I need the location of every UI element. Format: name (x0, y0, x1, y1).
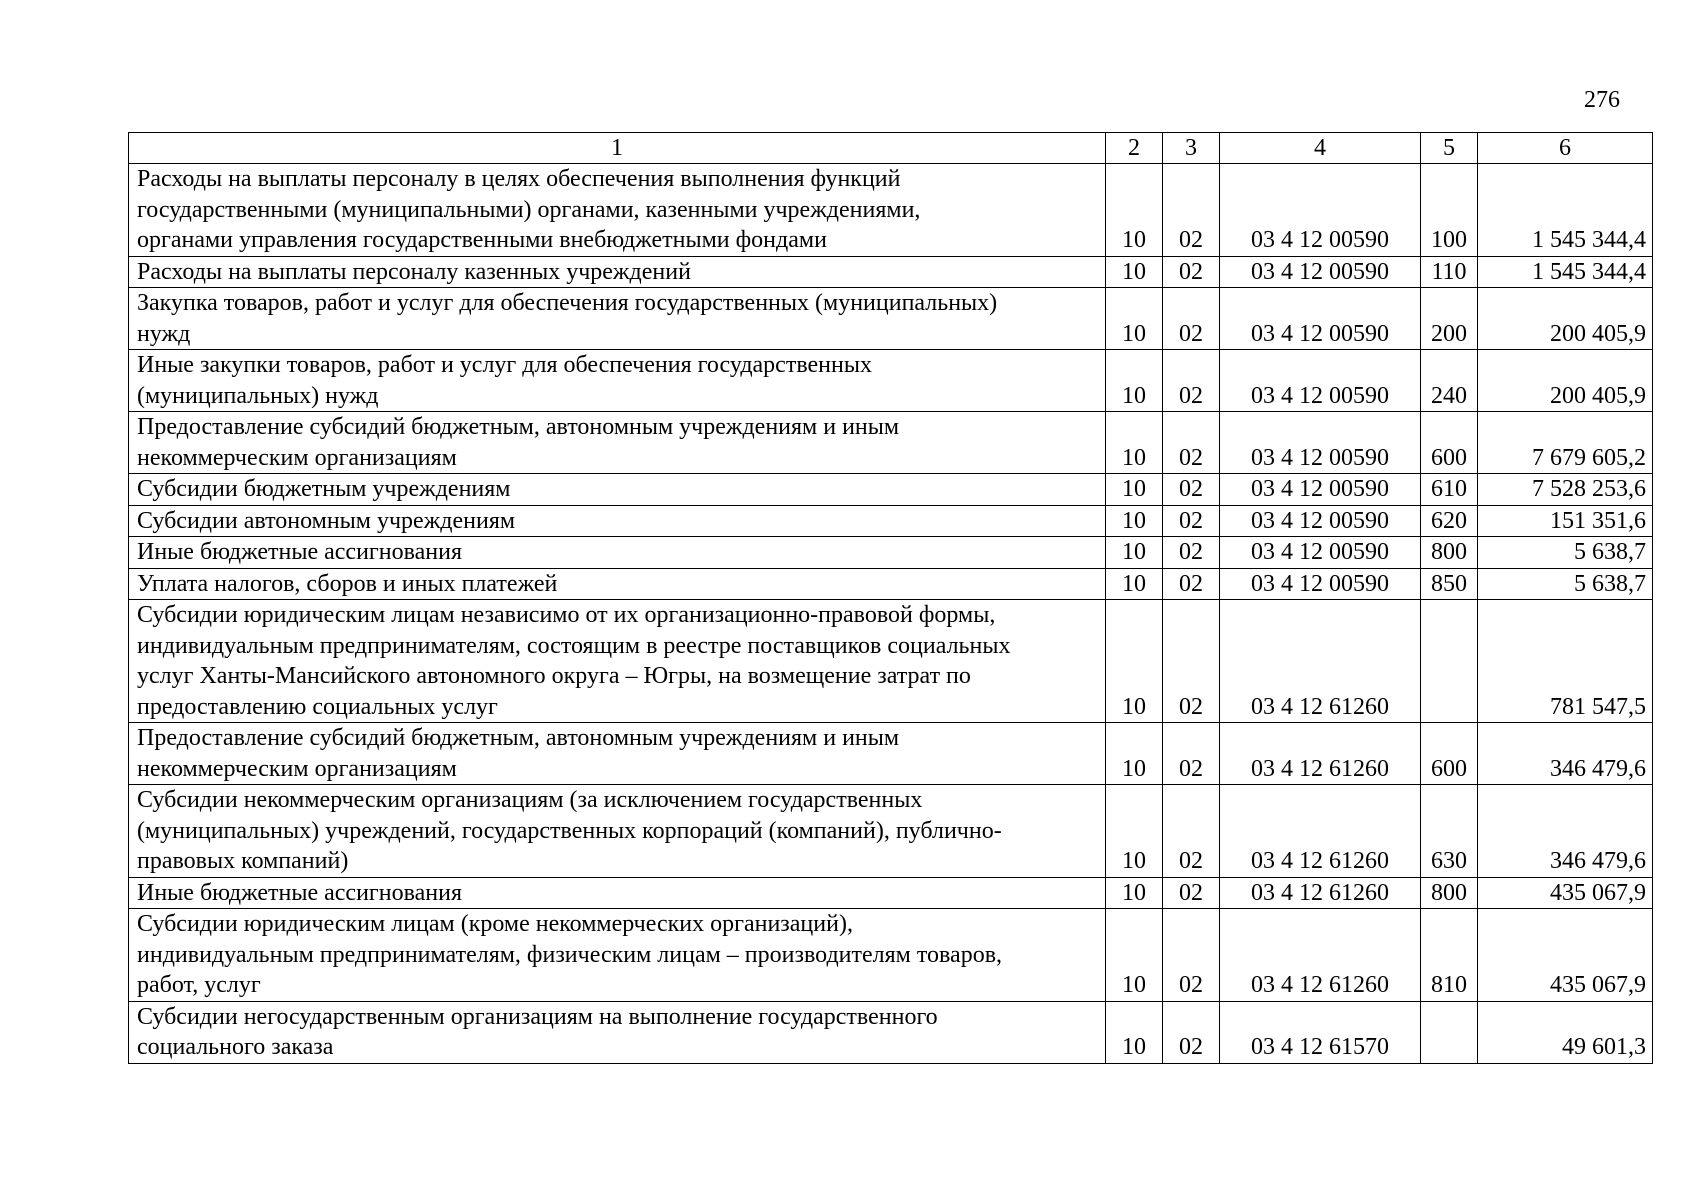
row-name-line: Субсидии бюджетным учреждениям (137, 476, 511, 502)
row-name-cell (129, 256, 1106, 288)
row-amount-cell: 200 405,9 (1478, 288, 1653, 350)
table-row (129, 412, 1653, 474)
row-vr-cell: 600 (1421, 723, 1478, 785)
row-rz-cell: 10 (1106, 256, 1163, 288)
row-name-line: нужд (137, 320, 191, 347)
row-vr-cell: 800 (1421, 537, 1478, 569)
row-amount-cell: 5 638,7 (1478, 537, 1653, 569)
row-name-line: правовых компаний) (137, 848, 349, 874)
row-name-line: Уплата налогов, сборов и иных платежей (137, 570, 558, 597)
row-csr-cell: 03 4 12 61260 (1220, 785, 1421, 878)
row-name-cell (129, 350, 1106, 412)
row-name-line: услуг Ханты-Мансийского автономного округа – Югры, на возмещение затрат по (137, 663, 971, 689)
table-row (129, 474, 1653, 506)
table-row (129, 1001, 1653, 1063)
row-csr-cell: 03 4 12 00590 (1220, 505, 1421, 537)
row-pr-cell: 02 (1163, 288, 1220, 350)
row-name-line: органами управления государственными внебюджетными фондами (137, 227, 827, 253)
table-row (129, 568, 1653, 600)
row-amount-cell: 7 528 253,6 (1478, 474, 1653, 506)
row-csr-cell: 03 4 12 61260 (1220, 723, 1421, 785)
table-row (129, 877, 1653, 909)
row-vr-cell: 240 (1421, 350, 1478, 412)
row-pr-cell: 02 (1163, 600, 1220, 723)
row-pr-cell: 02 (1163, 537, 1220, 569)
column-header-4: 4 (1220, 133, 1421, 164)
row-name-cell (129, 723, 1106, 785)
row-csr-cell: 03 4 12 61570 (1220, 1001, 1421, 1063)
row-name-line: предоставлению социальных услуг (137, 693, 498, 720)
row-rz-cell: 10 (1106, 537, 1163, 569)
row-name-cell (129, 537, 1106, 569)
table-row (129, 537, 1653, 569)
row-rz-cell: 10 (1106, 288, 1163, 350)
row-vr-cell: 850 (1421, 568, 1478, 600)
row-csr-cell: 03 4 12 61260 (1220, 877, 1421, 909)
row-csr-cell: 03 4 12 61260 (1220, 909, 1421, 1002)
row-name-line: Субсидии негосударственным организациям на выполнение государственного (137, 1003, 938, 1030)
row-rz-cell: 10 (1106, 505, 1163, 537)
row-pr-cell: 02 (1163, 909, 1220, 1002)
row-vr-cell: 600 (1421, 412, 1478, 474)
row-vr-cell (1421, 600, 1478, 723)
row-rz-cell: 10 (1106, 568, 1163, 600)
row-rz-cell: 10 (1106, 474, 1163, 506)
row-name-line: некоммерческим организациям (137, 444, 457, 471)
row-csr-cell: 03 4 12 61260 (1220, 600, 1421, 723)
row-rz-cell: 10 (1106, 350, 1163, 412)
row-name-cell (129, 600, 1106, 723)
row-pr-cell: 02 (1163, 505, 1220, 537)
row-vr-cell: 620 (1421, 505, 1478, 537)
row-name-cell (129, 909, 1106, 1002)
row-csr-cell: 03 4 12 00590 (1220, 288, 1421, 350)
row-name-line: Закупка товаров, работ и услуг для обеспечения государственных (муниципальных) (137, 290, 998, 316)
row-pr-cell: 02 (1163, 568, 1220, 600)
row-csr-cell: 03 4 12 00590 (1220, 164, 1421, 257)
table-row (129, 256, 1653, 288)
row-name-line: (муниципальных) нужд (137, 382, 379, 409)
row-vr-cell: 200 (1421, 288, 1478, 350)
row-name-line: (муниципальных) учреждений, государственных корпораций (компаний), публично- (137, 817, 1002, 844)
table-row (129, 785, 1653, 878)
row-rz-cell: 10 (1106, 877, 1163, 909)
row-rz-cell: 10 (1106, 785, 1163, 878)
row-vr-cell: 810 (1421, 909, 1478, 1002)
row-rz-cell: 10 (1106, 909, 1163, 1002)
row-name-line: Иные закупки товаров, работ и услуг для обеспечения государственных (137, 352, 872, 378)
page-number: 276 (1584, 87, 1620, 113)
row-vr-cell: 630 (1421, 785, 1478, 878)
row-amount-cell: 346 479,6 (1478, 785, 1653, 878)
row-rz-cell: 10 (1106, 164, 1163, 257)
row-name-line: государственными (муниципальными) органами, казенными учреждениями, (137, 196, 921, 223)
row-name-line: Предоставление субсидий бюджетным, автономным учреждениям и иным (137, 725, 900, 751)
row-csr-cell: 03 4 12 00590 (1220, 568, 1421, 600)
row-pr-cell: 02 (1163, 877, 1220, 909)
row-rz-cell: 10 (1106, 1001, 1163, 1063)
row-name-cell (129, 568, 1106, 600)
row-amount-cell: 346 479,6 (1478, 723, 1653, 785)
row-pr-cell: 02 (1163, 164, 1220, 257)
row-amount-cell: 151 351,6 (1478, 505, 1653, 537)
row-name-cell (129, 877, 1106, 909)
row-name-line: Расходы на выплаты персоналу казенных учреждений (137, 258, 691, 285)
row-name-line: Субсидии некоммерческим организациям (за исключением государственных (137, 787, 923, 813)
row-name-line: некоммерческим организациям (137, 755, 457, 782)
row-amount-cell: 5 638,7 (1478, 568, 1653, 600)
row-name-line: Расходы на выплаты персоналу в целях обеспечения выполнения функций (137, 166, 901, 192)
row-name-line: социального заказа (137, 1034, 334, 1060)
row-name-cell (129, 412, 1106, 474)
row-amount-cell: 1 545 344,4 (1478, 164, 1653, 257)
row-csr-cell: 03 4 12 00590 (1220, 412, 1421, 474)
table-row (129, 164, 1653, 257)
row-name-line: индивидуальным предпринимателям, состоящим в реестре поставщиков социальных (137, 632, 1011, 659)
table-body (129, 164, 1653, 1064)
row-rz-cell: 10 (1106, 412, 1163, 474)
table-row (129, 350, 1653, 412)
column-header-6: 6 (1478, 133, 1653, 164)
row-name-line: Предоставление субсидий бюджетным, автономным учреждениям и иным (137, 414, 900, 440)
row-vr-cell: 100 (1421, 164, 1478, 257)
row-amount-cell: 781 547,5 (1478, 600, 1653, 723)
row-csr-cell: 03 4 12 00590 (1220, 474, 1421, 506)
table-row (129, 909, 1653, 1002)
row-pr-cell: 02 (1163, 1001, 1220, 1063)
row-vr-cell: 800 (1421, 877, 1478, 909)
row-rz-cell: 10 (1106, 723, 1163, 785)
row-name-cell (129, 1001, 1106, 1063)
row-amount-cell: 200 405,9 (1478, 350, 1653, 412)
row-amount-cell: 7 679 605,2 (1478, 412, 1653, 474)
table-row (129, 505, 1653, 537)
row-amount-cell: 435 067,9 (1478, 877, 1653, 909)
row-name-line: работ, услуг (137, 972, 261, 998)
row-name-line: Субсидии юридическим лицам независимо от их организационно-правовой формы, (137, 602, 996, 628)
table-row (129, 600, 1653, 723)
row-vr-cell (1421, 1001, 1478, 1063)
row-name-line: Иные бюджетные ассигнования (137, 879, 462, 906)
row-pr-cell: 02 (1163, 256, 1220, 288)
row-pr-cell: 02 (1163, 474, 1220, 506)
budget-table (128, 132, 1653, 1064)
column-header-1: 1 (129, 133, 1106, 164)
row-name-line: Субсидии автономным учреждениям (137, 507, 516, 534)
row-csr-cell: 03 4 12 00590 (1220, 350, 1421, 412)
header-row (129, 133, 1653, 164)
column-header-2: 2 (1106, 133, 1163, 164)
row-name-line: Иные бюджетные ассигнования (137, 539, 462, 565)
row-pr-cell: 02 (1163, 350, 1220, 412)
row-amount-cell: 1 545 344,4 (1478, 256, 1653, 288)
row-rz-cell: 10 (1106, 600, 1163, 723)
row-csr-cell: 03 4 12 00590 (1220, 537, 1421, 569)
column-header-3: 3 (1163, 133, 1220, 164)
row-pr-cell: 02 (1163, 785, 1220, 878)
row-csr-cell: 03 4 12 00590 (1220, 256, 1421, 288)
row-name-cell (129, 785, 1106, 878)
row-vr-cell: 610 (1421, 474, 1478, 506)
row-name-line: индивидуальным предпринимателям, физическим лицам – производителям товаров, (137, 941, 1003, 968)
row-pr-cell: 02 (1163, 412, 1220, 474)
row-vr-cell: 110 (1421, 256, 1478, 288)
table-row (129, 288, 1653, 350)
row-name-cell (129, 474, 1106, 506)
table-row (129, 723, 1653, 785)
row-name-cell (129, 164, 1106, 257)
row-pr-cell: 02 (1163, 723, 1220, 785)
row-name-cell (129, 505, 1106, 537)
column-header-5: 5 (1421, 133, 1478, 164)
row-amount-cell: 435 067,9 (1478, 909, 1653, 1002)
row-name-cell (129, 288, 1106, 350)
row-name-line: Субсидии юридическим лицам (кроме некоммерческих организаций), (137, 911, 853, 937)
row-amount-cell: 49 601,3 (1478, 1001, 1653, 1063)
